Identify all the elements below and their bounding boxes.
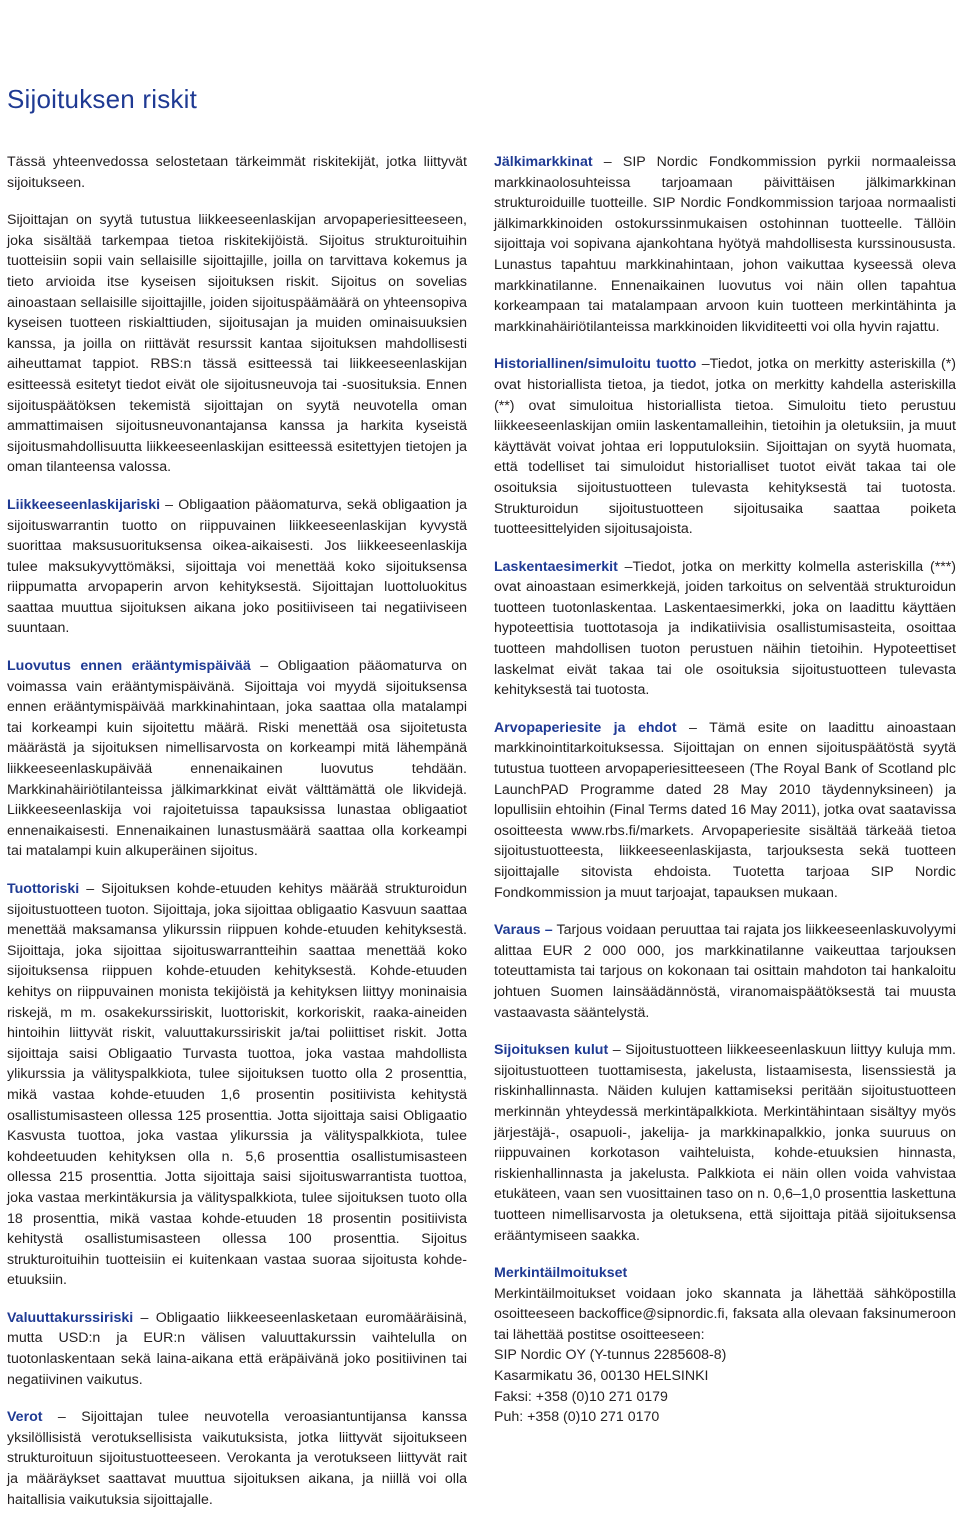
calculation-examples-heading: Laskentaesimerkit — [494, 558, 618, 575]
subscription-text: Merkintäilmoitukset voidaan joko skannata ja lähettää sähköpostilla osoitteeseen backoffice@sipnordic.fi, faksata alla olevaan faksinumeroon tai lähettää postitse osoitteeseen: — [494, 1285, 956, 1343]
issuer-risk-section — [7, 495, 467, 639]
taxes-heading: Verot — [7, 1409, 43, 1426]
costs-section — [494, 1040, 956, 1246]
reservation-heading: Varaus – — [494, 922, 553, 939]
address-line: SIP Nordic OY (Y-tunnus 2285608-8) — [494, 1347, 727, 1364]
subscription-section — [494, 1263, 956, 1428]
currency-risk-heading: Valuuttakurssiriski — [7, 1309, 134, 1326]
costs-heading: Sijoituksen kulut — [494, 1042, 609, 1059]
return-risk-section — [7, 879, 467, 1291]
general-risk-paragraph: Sijoittajan on syytä tutustua liikkeeseenlaskijan arvopaperiesitteeseen, joka sisältää tarkempaa tietoa riskitekijöistä. Sijoitus strukturoituihin tuotteisiin sopii vain sellaisille sijoittajille, joilla on tarvittava kokemus ja tieto arvioida itse kyseisen sijoituksen riskit. Sijoitus on sovelias ainoastaan sellaisille sijoittajille, joiden sijoituspäämäärä on yhteensopiva kyseisen tuotteen riskialttiuden, sijoitusajan ja muiden ominaisuuksien kanssa, ja joilla on riittävät resurssit kantaa sijoituksen mahdollisesti aiheuttamat tappiot. RBS:n tässä esitteessä tai liikkeeseenlaskijan esitteessä esitetyt tiedot eivät ole sijoitusneuvoja tai -suosituksia. Ennen sijoituspäätöksen tekemistä sijoittajan on syytä neuvotella oman ammattimaisen sijoitusneuvonantajansa kanssa ja harkita kyseistä sijoitusmahdollisuutta liikkeeseenlaskijan esitteessä esitettyjen tietojen ja oman tilanteensa valossa. — [7, 212, 467, 476]
reservation-section — [494, 920, 956, 1023]
subscription-heading: Merkintäilmoitukset — [494, 1265, 628, 1282]
costs-text: – Sijoitustuotteen liikkeeseenlaskuun liittyy kuluja mm. sijoitustuotteen tuottamisesta, jakelusta, listaamisesta, lisenssiestä ja riskinhallinnasta. Näiden kulujen kattamiseksi peritään sijoitustuotteen merkinnän yhteydessä merkintäpalkkiota. Merkintähintaan sisältyy myös järjestäjä-, osapuoli-, jakelija- ja markkinapalkkio, jonka suuruus on riippuvainen korkotason vaihteluista, kohde-etuuksien hinnasta, riskienhallinnasta ja jakelusta. Palkkiota ei näin ollen voida vahvistaa etukäteen, vaan sen vuosittainen taso on n. 0,6–1,0 prosenttia laskettuna tuotteen nimellisarvosta ja oletuksena, että sijoittaja pitää sijoituksensa erääntymiseen saakka. — [494, 1042, 956, 1244]
historical-return-text: –Tiedot, jotka on merkitty asteriskilla (*) ovat historiallista tietoa, ja tiedot, jotka on merkitty kahdella asteriskilla (**) ovat simuloitua historiallista tietoa. Simuloitu tieto perustuu liikkeeseenlaskijan omiin laskentamalleihin, tietoihin ja oletuksiin, ja muut käyttävät voivat johtaa eri lopputuloksiin. Sijoittajan on syytä huomata, että todelliset tai simuloidut historialliset tuotot eivät takaa tai ole osoituksia sijoitustuotteen tulevasta kehityksestä tai tuotosta. Strukturoidun sijoitustuotteen sijoitusaika saattaa poiketa tuotteesittelyiden sijoitusajoista. — [494, 356, 956, 538]
historical-return-heading: Historiallinen/simuloitu tuotto — [494, 356, 697, 373]
prospectus-text: – Tämä esite on laadittu ainoastaan markkinointitarkoituksessa. Sijoittajan on ennen sijoituspäätöstä syytä tutustua tuotteen arvopaperiesitteeseen (The Royal Bank of Scotland plc LaunchPAD Programme dated 28 May 2010 täydennyksineen) ja lopullisiin ehtoihin (Final Terms dated 16 May 2011), jotka ovat saatavissa osoitteesta www.rbs.fi/markets. Arvopaperiesite sisältää tärkeää tietoa sijoitustuotteesta, liikkeeseenlaskijasta, tarjouksesta sekä tuotteen sijoittajalle sitovista ehdoista. Tuotetta tarjoaa SIP Nordic Fondkommission ja muut tarjoajat, tapauksen mukaan. — [494, 719, 956, 901]
left-column — [7, 152, 467, 1527]
calculation-examples-section — [494, 557, 956, 701]
right-column — [494, 152, 956, 1428]
reservation-text: Tarjous voidaan peruuttaa tai rajata jos liikkeeseenlaskuvolyymi alittaa EUR 2 000 000, jos markkinatilanne vaikeuttaa tarjouksen toteuttamista tai tarjous on kokonaan tai osittain mahdoton tai hankaloitu johtuen Suomen lainsäädännöstä, viranomaispäätöksestä tai muusta vastaavasta sääntelystä. — [494, 922, 957, 1021]
issuer-risk-heading: Liikkeeseenlaskijariski — [7, 496, 161, 513]
prospectus-heading: Arvopaperiesite ja ehdot — [494, 719, 677, 736]
fax-line: Faksi: +358 (0)10 271 0179 — [494, 1388, 668, 1405]
secondary-market-text: – SIP Nordic Fondkommission pyrkii normaaleissa markkinaolosuhteissa tarjoamaan päivittäisen jälkimarkkinan strukturoiduille tuotteille. SIP Nordic Fondkommission tarjoaa normaalisti jälkimarkkinoiden ostokurssinmukaisen ostohinnan tuotteelle. Tällöin sijoittaja voi sopivana ajankohtana hyötyä mahdollisesta kurssinoususta. Lunastus tapahtuu markkinahintaan, johon vaikuttaa kyseessä oleva markkinatilanne. Ennenaikainen luovutus voi näin ollen tapahtua korkeampaan tai matalampaan arvoon kuin tuotteen merkintähinta ja markkinahäiriötilanteissa markkinoiden likviditeetti voi olla hyvin rajattu. — [494, 154, 956, 335]
calculation-examples-text: –Tiedot, jotka on merkitty kolmella asteriskilla (***) ovat ainoastaan esimerkkejä, joiden tarkoitus on selventää strukturoidun tuotteen tuotonlaskentaa. Laskentaesimerkki, joka on laadittu käyttäen hypoteettisia tuottotasoja ja indikatiivisia osallistumisasteita, osoittaa tuotteen mahdollisen tuoton perustuen näihin tietoihin. Hypoteettiset laskelmat eivät takaa tai ole osoituksia sijoitustuotteen tulevasta kehityksestä tai tuotosta. — [494, 558, 956, 699]
return-risk-text: – Sijoituksen kohde-etuuden kehitys määrää strukturoidun sijoitustuotteen tuoton. Sijoittaja, joka sijoittaa obligaatio Kasvuun saattaa menettää maksamansa ylikurssin riippuen kohde-etuuden kehityksestä. Sijoittaja, joka sijoittaa sijoituswarrantteihin saattaa menettää koko sijoituksensa riippuen kohde-etuuden kehityksestä. Kohde-etuuden kehitys on riippuvainen monista tekijöistä ja kehityksen liittyy moninaisia riskejä, m m. osakekurssiriskit, luottoriskit, korkoriskit, raaka-aineiden hintoihin liittyvät riskit, valuuttakurssiriskit ja/tai poliittiset riskit. Jotta sijoittaja saisi Obligaatio Turvasta tuottoa, joka vastaa mahdollista ylikurssia ja välityspalkkiota, tulee sijoituksen tuotto olla 2 prosenttia, mikä vastaa kohde-etuuden 1,6 prosentin positiivista kehitystä osallistumisasteen ollessa 125 prosenttia. Jotta sijoittaja saisi Obligaatio Kasvusta tuottoa, joka vastaa ylikurssia ja välityspalkkiota, tulee kohdeetuuden kehityksen olla n. 5,6 prosenttia osallistumisasteen ollessa 215 prosenttia. Jotta sijoittaja saisi sijoituswarrantista tuottoa, joka vastaa merkintäkursia ja välityspalkkiota, tulee sijoituksen tuoto olla 18 prosenttia, mikä vastaa kohde-etuuden 18 prosentin positiivista kehitystä osallistumisasteen ollessa 100 prosenttia. Sijoitus strukturoituihin tuotteisiin ei kuitenkaan vastaa suoraa sijoitusta kohde-etuuksiin. — [7, 881, 467, 1289]
page-title: Sijoituksen riskit — [7, 84, 197, 114]
return-risk-heading: Tuottoriski — [7, 881, 80, 897]
issuer-risk-text: – Obligaation pääomaturva, sekä obligaation ja sijoituswarrantin tuotto on riippuvainen liikkeeseenlaskijan kyvystä suorittaa maksusuorituksensa oikea-aikaisesti. Jos liikkeeseenlaskija tulee maksukyvyttömäksi, sijoittaja voi menettää koko sijoituksensa riippumatta arvopaperin arvon kehityksestä. Sijoittajan luottoluokitus saattaa muuttua sijoituksen aikana joko positiiviseen tai negatiiviseen suuntaan. — [7, 496, 467, 637]
taxes-section — [7, 1407, 467, 1510]
historical-return-section — [494, 354, 956, 539]
taxes-text: – Sijoittajan tulee neuvotella veroasiantuntijansa kanssa yksilöllisistä verotuksellisista vaikutuksista, jotka liittyvät sijoitukseen strukturoituun sijoitustuotteeseen. Verokanta ja verotukseen liittyvät rait ja määräykset saattavat muuttua sijoituksen aikana, ja niillä voi olla haitallisia vaikutuksia sijoittajalle. — [7, 1409, 467, 1508]
secondary-market-section — [494, 152, 956, 337]
currency-risk-text: – Obligaatio liikkeeseenlasketaan euromääräisinä, mutta USD:n ja EUR:n välisen valuuttakurssin vaihtelulla on tuotonlaskentaan sekä laina-aikana että eräpäivänä joko positiivinen tai negatiivinen vaikutus. — [7, 1309, 467, 1388]
secondary-market-heading: Jälkimarkkinat — [494, 154, 593, 170]
address-line: Kasarmikatu 36, 00130 HELSINKI — [494, 1368, 709, 1385]
early-sale-text: – Obligaation pääomaturva on voimassa vain erääntymispäivänä. Sijoittaja voi myydä sijoituksensa ennen erääntymispäivää markkinahintaan, joka saattaa olla matalampi tai korkeampi kuin sijoitettu määrä. Riski menettää osa sijoitetusta määrästä ja sijoituksen nimellisarvosta on korkeampi mitä lähempänä liikkeeseenlaskupäivää ennenaikainen luovutus tehdään. Markkinahäiriötilanteissa jälkimarkkinat eivät välttämättä ole likvidejä. Liikkeeseenlaskija voi rajoitetuissa tapauksissa lunastaa obligaatiot ennenaikaisesti. Ennenaikainen lunastusmäärä saattaa olla korkeampi tai matalampi kuin alkuperäinen sijoitus. — [7, 658, 467, 860]
early-sale-section — [7, 656, 467, 862]
intro-paragraph: Tässä yhteenvedossa selostetaan tärkeimmät riskitekijät, jotka liittyvät sijoitukseen. — [7, 154, 467, 191]
currency-risk-section — [7, 1308, 467, 1390]
early-sale-heading: Luovutus ennen erääntymispäivää — [7, 658, 251, 675]
phone-line: Puh: +358 (0)10 271 0170 — [494, 1409, 660, 1426]
prospectus-section — [494, 718, 956, 903]
